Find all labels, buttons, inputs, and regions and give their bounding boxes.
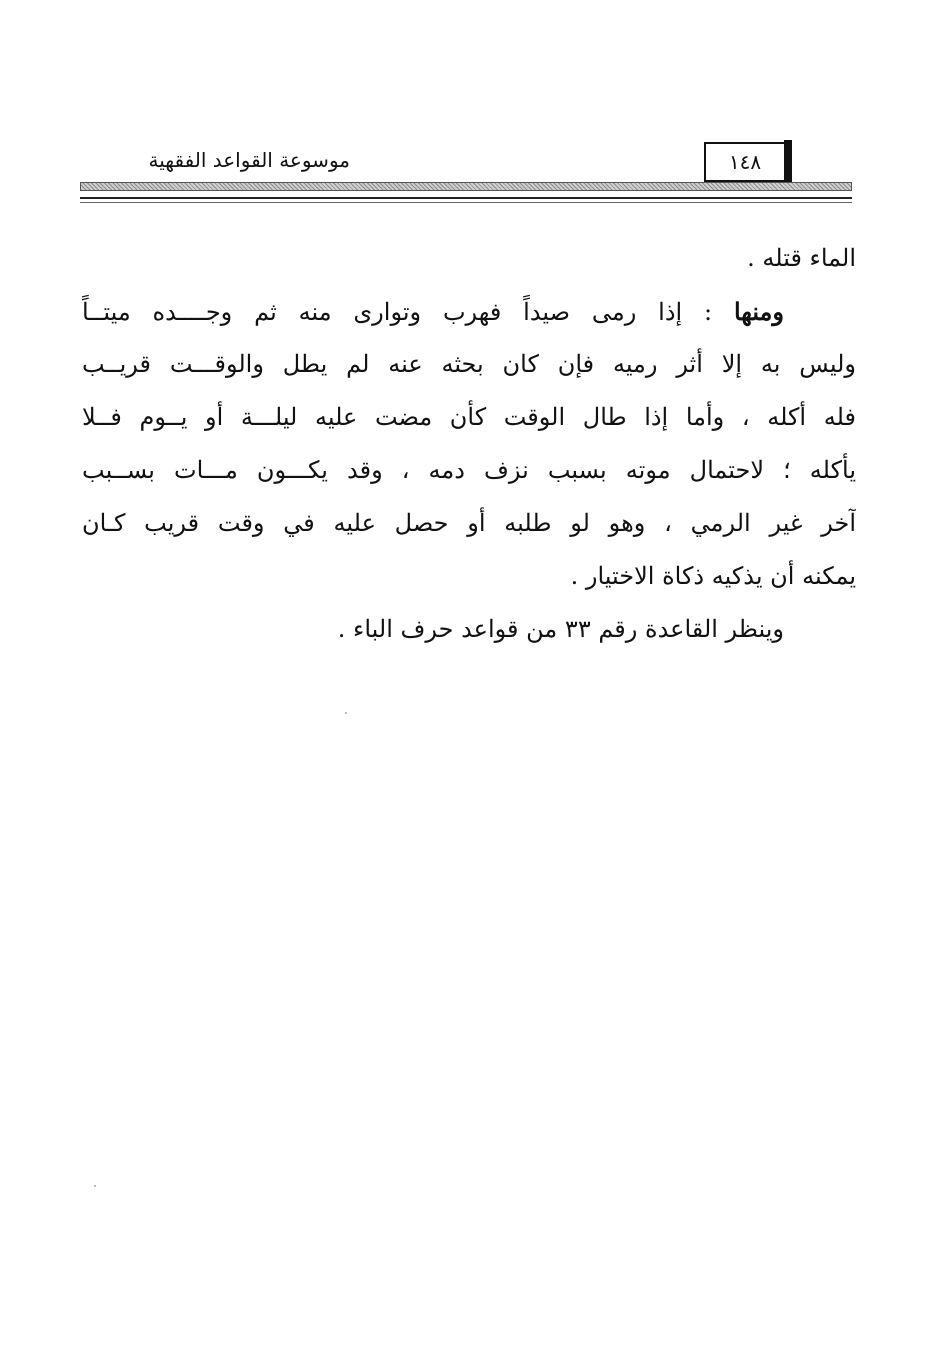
body-text: [82, 232, 856, 656]
book-title: موسوعة القواعد الفقهية: [148, 148, 350, 172]
page-header: [80, 140, 852, 210]
header-rule: [80, 197, 852, 199]
scan-speck: [94, 1185, 96, 1187]
reference-line: وينظر القاعدة رقم ٣٣ من قواعد حرف الباء .: [337, 615, 784, 643]
page-number: ١٤٨: [728, 150, 762, 174]
text-line: الماء قتله .: [747, 244, 856, 272]
text-line: يمكنه أن يذكيه ذكاة الاختيار .: [570, 562, 856, 590]
page-number-box: [704, 142, 786, 182]
example-label: ومنها: [733, 297, 784, 326]
text-line: يأكله ؛ لاحتمال موته بسبب نزف دمه ، وقد يكـــون مـــات بســبب: [82, 456, 856, 484]
text-line: وليس به إلا أثر رميه فإن كان بحثه عنه لم يطل والوقـــت قريــب: [82, 350, 856, 378]
text-line: آخر غير الرمي ، وهو لو طلبه أو حصل عليه في وقت قريب كـان: [82, 509, 856, 537]
text-line: فله أكله ، وأما إذا طال الوقت كأن مضت عليه ليلـــة أو يــوم فــلا: [82, 403, 856, 431]
text-line: [82, 285, 856, 338]
header-hatched-band: [80, 182, 852, 191]
header-rule-thin: [80, 202, 852, 203]
text-line-content: : إذا رمى صيداً فهرب وتوارى منه ثم وجــــده ميتــاً: [82, 298, 734, 326]
scan-speck: [345, 712, 347, 714]
